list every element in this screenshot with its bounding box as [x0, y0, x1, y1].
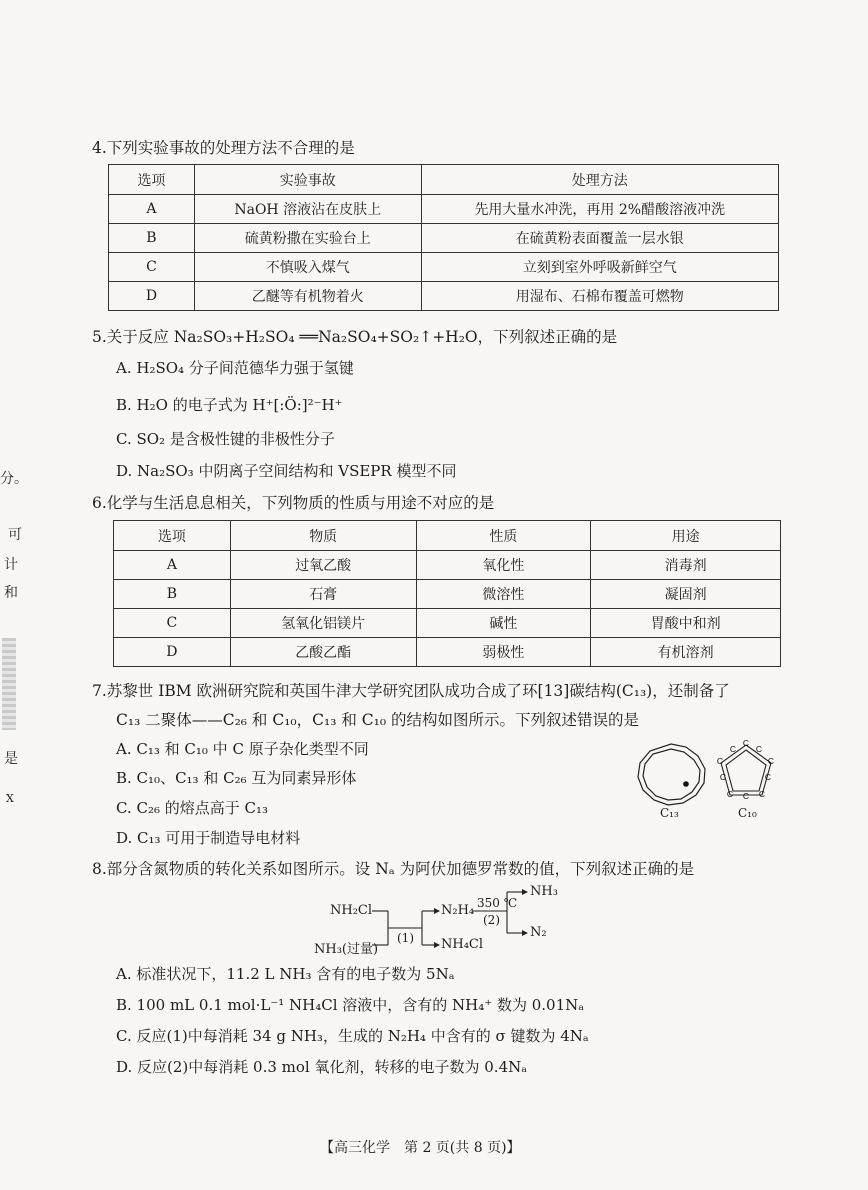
q8-option-a: A. 标准状况下，11.2 L NH₃ 含有的电子数为 5Nₐ [116, 965, 455, 983]
q7-option-b: B. C₁₀、C₁₃ 和 C₂₆ 互为同素异形体 [116, 769, 357, 787]
q7-stem-line1: 7.苏黎世 IBM 欧洲研究院和英国牛津大学研究团队成功合成了环[13]碳结构(C₁₃)，还制备了 [92, 682, 730, 700]
q6-cell: 碱性 [416, 609, 591, 638]
margin-fragment: 是 [4, 751, 18, 767]
q6-cell: A [114, 551, 231, 580]
svg-text:C: C [767, 756, 775, 766]
margin-fragment: 分。 [0, 471, 28, 487]
q4-cell: 立刻到室外呼吸新鲜空气 [421, 253, 778, 282]
q6-cell: 消毒剂 [591, 551, 781, 580]
c13-ring-figure [630, 740, 712, 810]
q4-cell: 先用大量水冲洗，再用 2%醋酸溶液冲洗 [421, 195, 778, 224]
q6-cell: 氧化性 [416, 551, 591, 580]
q6-cell: 石膏 [230, 580, 416, 609]
margin-fragment: 可 [8, 527, 22, 543]
q6-cell: D [114, 638, 231, 667]
q7-option-d: D. C₁₃ 可用于制造导电材料 [116, 829, 301, 847]
q4-cell: 乙醚等有机物着火 [194, 282, 421, 311]
product-nh3: NH₃ [530, 884, 558, 899]
intermediate-n2h4: N₂H₄ [441, 903, 475, 918]
q6-cell: C [114, 609, 231, 638]
q4-header-cell: 选项 [109, 165, 195, 195]
svg-text:C: C [742, 791, 750, 801]
q4-table [108, 164, 779, 311]
q8-option-c: C. 反应(1)中每消耗 34 g NH₃，生成的 N₂H₄ 中含有的 σ 键数为 4Nₐ [116, 1027, 589, 1045]
q4-header-cell: 处理方法 [421, 165, 778, 195]
q8-option-d: D. 反应(2)中每消耗 0.3 mol 氧化剂，转移的电子数为 0.4Nₐ [116, 1058, 528, 1076]
q6-cell: 有机溶剂 [591, 638, 781, 667]
product-n2: N₂ [530, 925, 547, 940]
condition-350c: 350 ℃ [477, 896, 518, 910]
q8-option-b: B. 100 mL 0.1 mol·L⁻¹ NH₄Cl 溶液中，含有的 NH₄⁺ 数为 0.01Nₐ [116, 996, 585, 1014]
margin-fragment: X [6, 792, 14, 805]
q4-stem: 4.下列实验事故的处理方法不合理的是 [92, 139, 355, 157]
c13-label: C₁₃ [660, 806, 679, 820]
step-2-label: (2) [483, 913, 500, 927]
svg-text:C: C [764, 772, 772, 782]
q5-option-c: C. SO₂ 是含极性键的非极性分子 [116, 430, 335, 448]
q7-option-c: C. C₂₆ 的熔点高于 C₁₃ [116, 799, 269, 817]
q6-stem: 6.化学与生活息息相关，下列物质的性质与用途不对应的是 [92, 494, 495, 512]
svg-text:C: C [716, 756, 724, 766]
q6-header-cell: 选项 [114, 521, 231, 551]
reactant-nh3-excess: NH₃(过量) [314, 942, 379, 957]
q7-option-a: A. C₁₃ 和 C₁₀ 中 C 原子杂化类型不同 [116, 740, 369, 758]
q5-option-b: B. H₂O 的电子式为 H⁺[:Ö:]²⁻H⁺ [116, 396, 343, 414]
margin-fragment: 和 [4, 585, 18, 601]
q4-cell: C [109, 253, 195, 282]
q5-option-d: D. Na₂SO₃ 中阴离子空间结构和 VSEPR 模型不同 [116, 462, 457, 480]
q7-stem-line2: C₁₃ 二聚体——C₂₆ 和 C₁₀，C₁₃ 和 C₁₀ 的结构如图所示。下列叙述错误的是 [116, 711, 639, 729]
q4-cell: D [109, 282, 195, 311]
c10-ring-figure [708, 738, 784, 806]
q4-header-cell: 实验事故 [194, 165, 421, 195]
svg-text:C: C [755, 744, 763, 754]
svg-text:C: C [719, 772, 727, 782]
product-nh4cl: NH₄Cl [441, 937, 484, 952]
q6-cell: 弱极性 [416, 638, 591, 667]
svg-text:C: C [726, 789, 734, 799]
step-1-label: (1) [397, 931, 414, 945]
q6-cell: 胃酸中和剂 [591, 609, 781, 638]
q4-cell: B [109, 224, 195, 253]
c10-label: C₁₀ [738, 806, 757, 820]
q6-cell: 氢氧化铝镁片 [230, 609, 416, 638]
q6-table [113, 520, 781, 667]
binding-edge-mark [2, 638, 16, 730]
q4-cell: 在硫黄粉表面覆盖一层水银 [421, 224, 778, 253]
margin-fragment: 计 [4, 557, 18, 573]
q4-cell: 用湿布、石棉布覆盖可燃物 [421, 282, 778, 311]
q4-cell: 不慎吸入煤气 [194, 253, 421, 282]
q5-option-a: A. H₂SO₄ 分子间范德华力强于氢键 [116, 359, 354, 377]
svg-text:C: C [729, 744, 737, 754]
q5-stem: 5.关于反应 Na₂SO₃+H₂SO₄ ══Na₂SO₄+SO₂↑+H₂O，下列叙述正确的是 [92, 328, 618, 346]
q6-cell: 微溶性 [416, 580, 591, 609]
q6-header-cell: 性质 [416, 521, 591, 551]
svg-text:C: C [742, 738, 750, 748]
q6-cell: B [114, 580, 231, 609]
q6-cell: 凝固剂 [591, 580, 781, 609]
q6-cell: 过氧乙酸 [230, 551, 416, 580]
q4-cell: A [109, 195, 195, 224]
reactant-nh2cl: NH₂Cl [330, 903, 373, 918]
page-footer: 【高三化学 第 2 页(共 8 页)】 [320, 1140, 521, 1156]
q6-header-cell: 物质 [230, 521, 416, 551]
q6-header-cell: 用途 [591, 521, 781, 551]
q6-cell: 乙酸乙酯 [230, 638, 416, 667]
q4-cell: NaOH 溶液沾在皮肤上 [194, 195, 421, 224]
q4-cell: 硫黄粉撒在实验台上 [194, 224, 421, 253]
svg-text:C: C [758, 789, 766, 799]
q8-stem: 8.部分含氮物质的转化关系如图所示。设 Nₐ 为阿伏加德罗常数的值，下列叙述正确的是 [92, 860, 695, 878]
